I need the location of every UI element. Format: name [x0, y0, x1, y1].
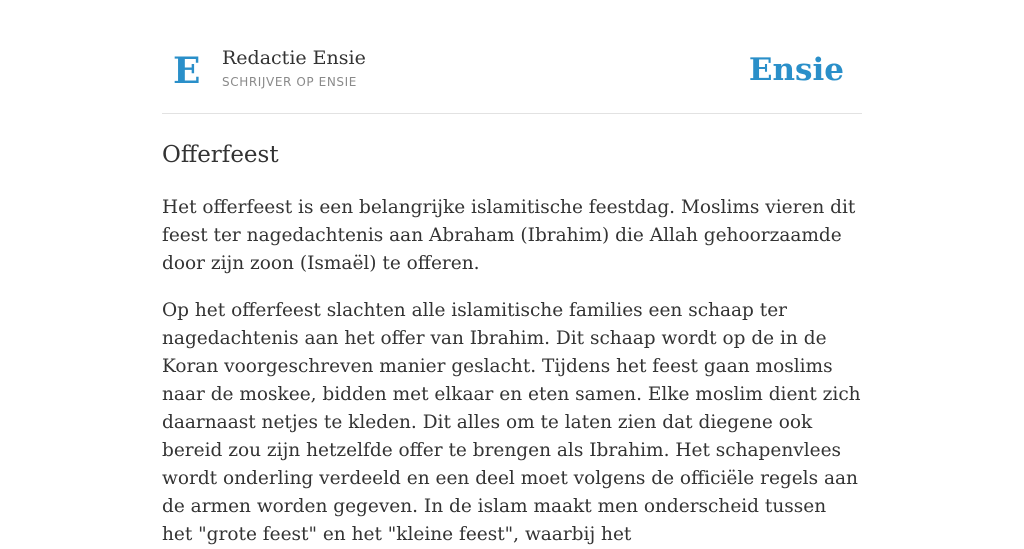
paragraph: Op het offerfeest slachten alle islamitische families een schaap ter nagedachtenis aan het offer van Ibrahim. Dit schaap wordt op de in de Koran voorgeschreven manier geslacht. Tijdens het feest gaan moslims naar de moskee, bidden met elkaar en eten samen. Elke moslim dient zich daarnaast netjes te kleden. Dit alles om te laten zien dat diegene ook bereid zou zijn hetzelfde offer te brengen als Ibrahim. Het schapenvlees wordt onderling verdeeld en een deel moet volgens de officiële regels aan de armen worden gegeven. In de islam maakt men onderscheid tussen het "grote feest" en het "kleine feest", waarbij het — [162, 300, 861, 545]
author-logo[interactable]: E — [173, 50, 201, 92]
paragraph: Het offerfeest is een belangrijke islamitische feestdag. Moslims vieren dit feest ter nagedachtenis aan Abraham (Ibrahim) die Allah gehoorzaamde door zijn zoon (Ismaël) te offeren. — [162, 197, 856, 274]
article-body — [162, 194, 862, 549]
author-role: SCHRIJVER OP ENSIE — [222, 75, 357, 89]
page — [162, 0, 862, 549]
author-name[interactable]: Redactie Ensie — [222, 47, 366, 69]
header — [162, 0, 862, 114]
article-title: Offerfeest — [162, 142, 279, 168]
brand-logo[interactable]: Ensie — [748, 52, 844, 88]
